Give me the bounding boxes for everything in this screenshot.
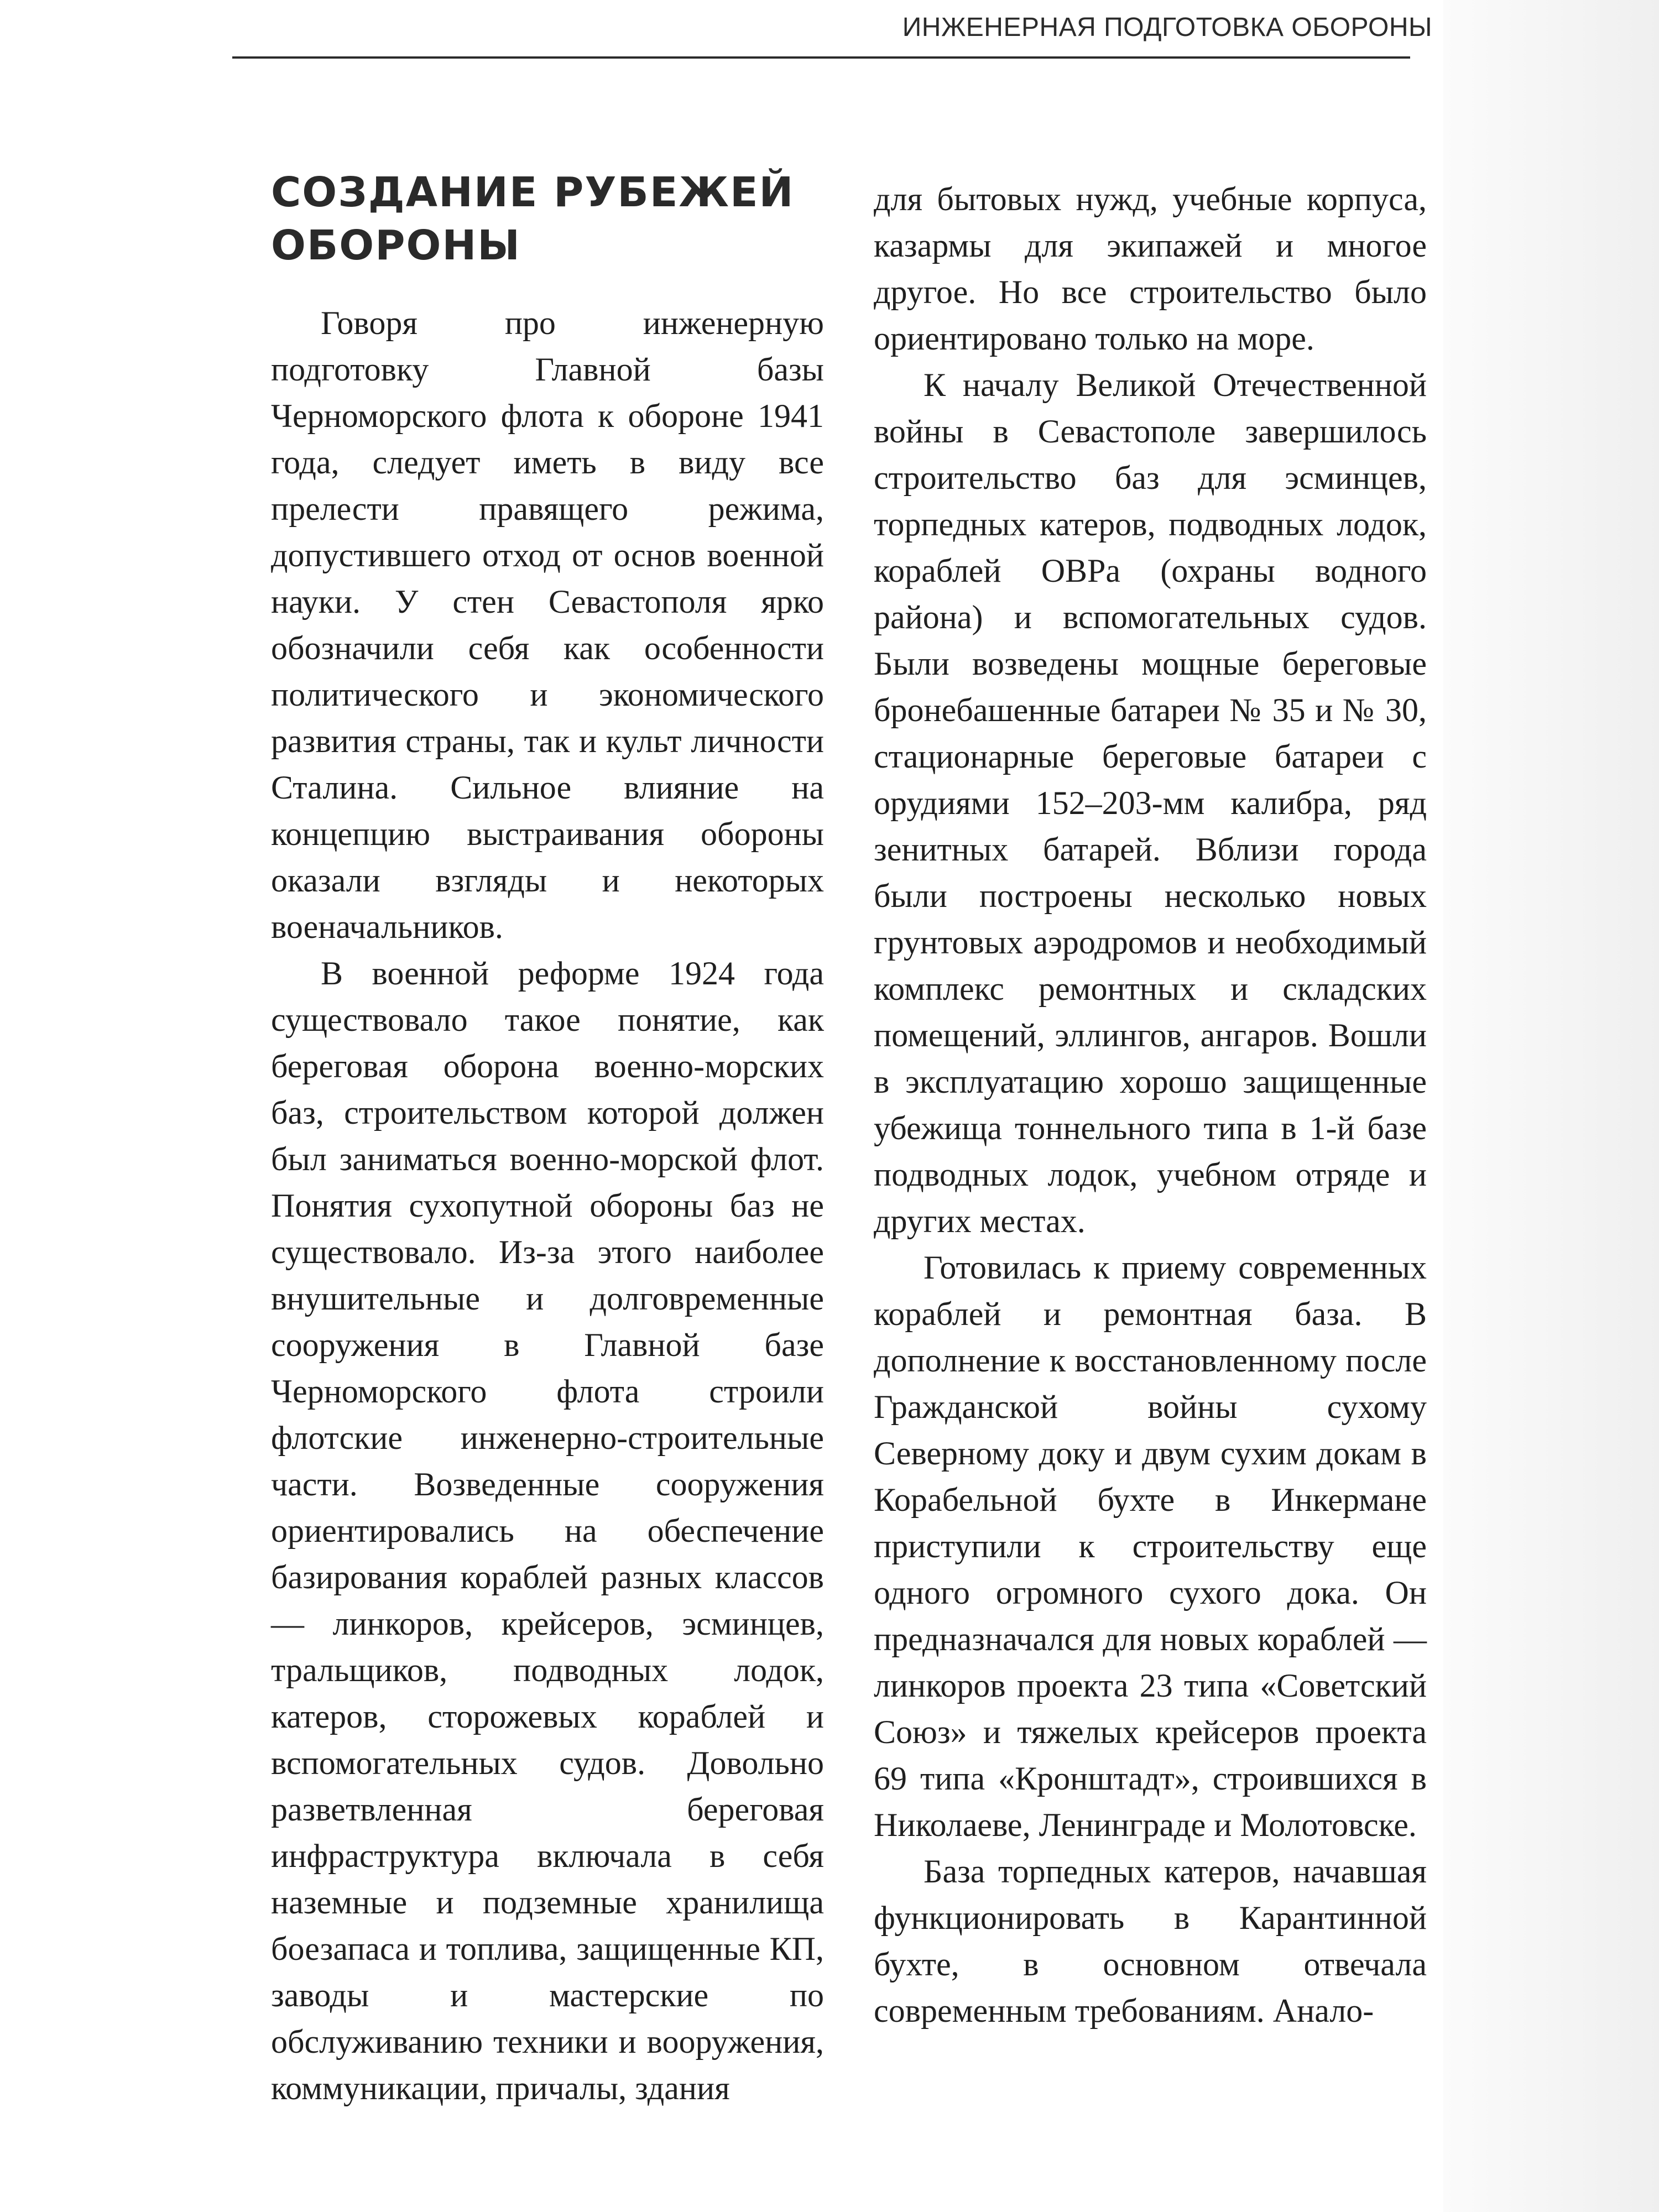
page-margin [0,0,232,2212]
paragraph-continued: для бытовых нужд, учебные корпуса, казармы для экипажей и многое другое. Но все строительство было ориентировано только на море. [874,181,1427,357]
paragraph: Готовилась к приему современных кораблей и ремонтная база. В дополнение к восстановленному после Гражданской войны сухому Северному доку и двум сухим докам в Корабельной бухте в Инкермане приступили к строительству еще одного огромного сухого дока. Он предназначался для новых кораблей — линкоров проекта 23 типа «Советский Союз» и тяжелых крейсеров проекта 69 типа «Кронштадт», строившихся в Николаеве, Ленинграде и Молотовске. [874,1249,1427,1843]
header-rule [232,56,1410,59]
text-column-left [271,166,824,2111]
section-title: СОЗДАНИЕ РУБЕЖЕЙ ОБОРОНЫ [271,169,795,269]
running-head: ИНЖЕНЕРНАЯ ПОДГОТОВКА ОБОРОНЫ [902,13,1432,42]
page-spine-shadow [1443,0,1659,2212]
text-column-right [874,176,1427,2034]
paragraph: Говоря про инженерную подготовку Главной базы Черноморского флота к обороне 1941 года, следует иметь в виду все прелести правящего режима, допустившего отход от основ военной науки. У стен Севастополя ярко обозначили себя как особенности политического и экономического развития страны, так и культ личности Сталина. Сильное влияние на концепцию выстраивания обороны оказали взгляды и некоторых военачальников. [271,305,824,945]
paragraph: База торпедных катеров, начавшая функционировать в Карантинной бухте, в основном отвечала современным требованиям. Анало- [874,1853,1427,2029]
paragraph: В военной реформе 1924 года существовало такое понятие, как береговая оборона военно-морских баз, строительством которой должен был заниматься военно-морской флот. Понятия сухопутной обороны баз не существовало. Из-за этого наиболее внушительные и долговременные сооружения в Главной базе Черноморского флота строили флотские инженерно-строительные части. Возведенные сооружения ориентировались на обеспечение базирования кораблей разных классов — линкоров, крейсеров, эсминцев, тральщиков, подводных лодок, катеров, сторожевых кораблей и вспомогательных судов. Довольно разветвленная береговая инфраструктура включала в себя наземные и подземные хранилища боезапаса и топлива, защищенные КП, заводы и мастерские по обслуживанию техники и вооружения, коммуникации, причалы, здания [271,955,824,2106]
paragraph: К началу Великой Отечественной войны в Севастополе завершилось строительство баз для эсминцев, торпедных катеров, подводных лодок, кораблей ОВРа (охраны водного района) и вспомогательных судов. Были возведены мощные береговые бронебашенные батареи № 35 и № 30, стационарные береговые батареи с орудиями 152–203-мм калибра, ряд зенитных батарей. Вблизи города были построены несколько новых грунтовых аэродромов и необходимый комплекс ремонтных и складских помещений, эллингов, ангаров. Вошли в эксплуатацию хорошо защищенные убежища тоннельного типа в 1-й базе подводных лодок, учебном отряде и других местах. [874,367,1427,1239]
